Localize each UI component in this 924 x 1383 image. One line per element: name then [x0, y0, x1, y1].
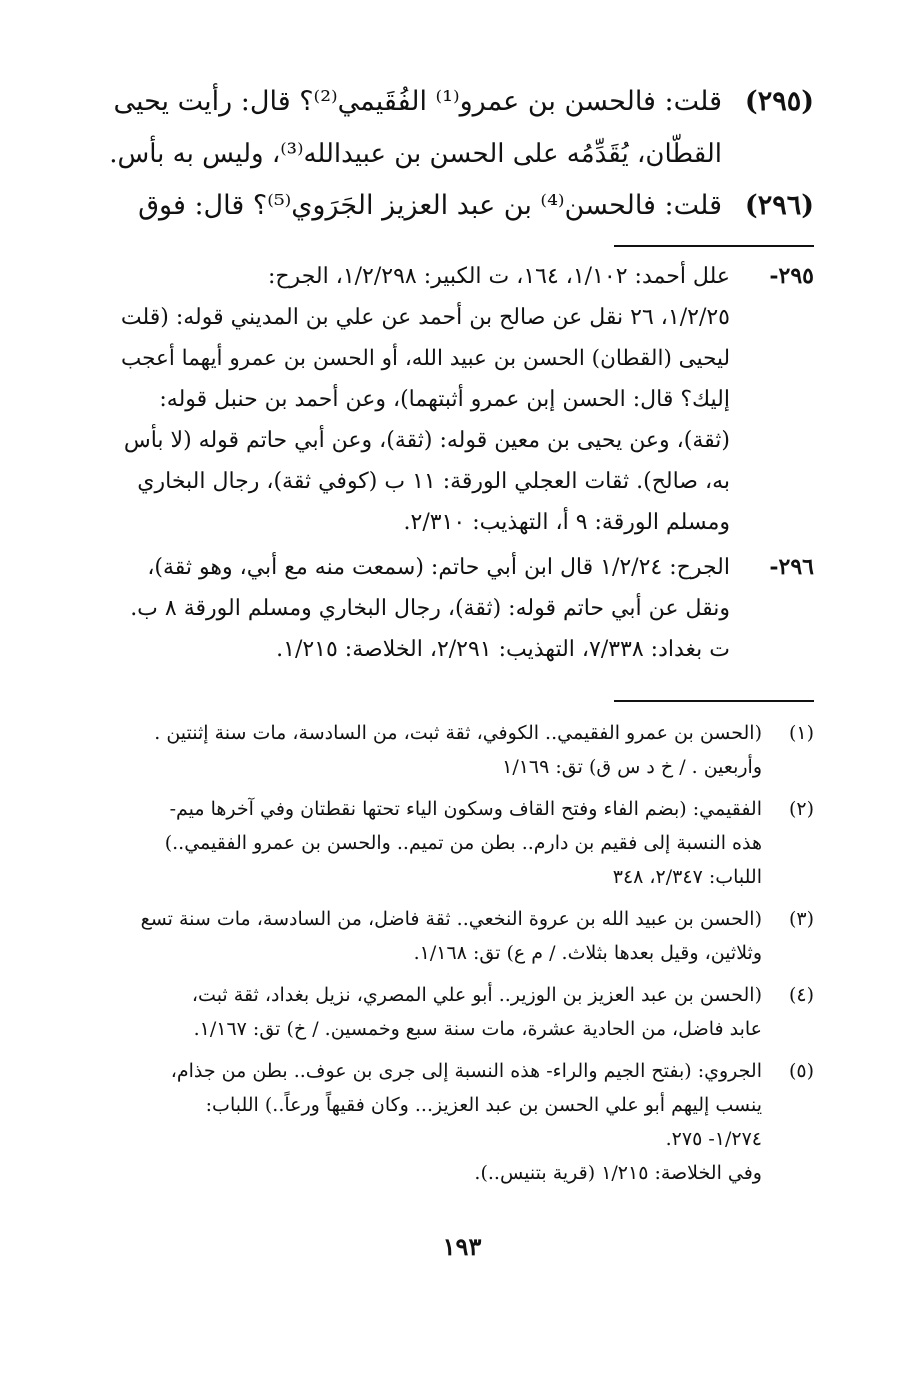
footnote-number: (٥) [788, 1060, 814, 1082]
footnote-line: ينسب إليهم أبو علي الحسن بن عبد العزيز... وكان فقيهاً ورعاً..) اللباب: [205, 1094, 762, 1116]
main-entry-295 [108, 76, 814, 180]
footnotes-block [108, 716, 814, 1198]
commentary-line: ونقل عن أبي حاتم قوله: (ثقة)، رجال البخاري ومسلم الورقة ٨ ب. [130, 596, 730, 621]
footnote-number: (٢) [788, 798, 814, 820]
commentary-number: ٢٩٥- [769, 263, 814, 289]
footnote-4 [108, 978, 814, 1046]
commentary-entry-296 [108, 547, 814, 670]
commentary-block [108, 256, 814, 670]
commentary-line: ليحيى (القطان) الحسن بن عبيد الله، أو الحسن بن عمرو أيهما أعجب [121, 346, 730, 371]
main-line: قلت: فالحسن⁽⁴⁾ بن عبد العزيز الجَرَوي⁽⁵⁾؟ قال: فوق [138, 190, 722, 221]
commentary-number: ٢٩٦- [769, 554, 814, 580]
footnote-line: هذه النسبة إلى فقيم بن دارم.. بطن من تميم.. والحسن بن عمرو الفقيمي..) [164, 832, 762, 854]
footnote-line: اللباب: ٢/٣٤٧، ٣٤٨ [612, 866, 762, 888]
page-number: ١٩٣ [442, 1232, 482, 1261]
main-text-block [108, 76, 814, 232]
commentary-line: ١/٢/٢٥، ٢٦ نقل عن صالح بن أحمد عن علي بن المديني قوله: (قلت [120, 305, 730, 330]
main-line: القطّان، يُقَدِّمُه على الحسن بن عبيدالله⁽³⁾، وليس به بأس. [109, 139, 722, 169]
commentary-line: علل أحمد: ١/١٠٢، ١٦٤، ت الكبير: ١/٢/٢٩٨، الجرح: [267, 264, 730, 289]
commentary-line: به، صالح). ثقات العجلي الورقة: ١١ ب (كوفي ثقة)، رجال البخاري [137, 469, 730, 494]
footnote-5 [108, 1054, 814, 1190]
footnote-line: وأربعين . / خ د س ق) تق: ١/١٦٩ [502, 756, 762, 778]
entry-number: (٢٩٥) [744, 86, 814, 117]
commentary-line: إليك؟ قال: الحسن إبن عمرو أثبتهما)، وعن أحمد بن حنبل قوله: [159, 387, 730, 412]
footnote-number: (٣) [788, 908, 814, 930]
footnote-line: الفقيمي: (بضم الفاء وفتح القاف وسكون الياء تحتها نقطتان وفي آخرها ميم- [169, 798, 762, 820]
main-line: قلت: فالحسن بن عمرو⁽¹⁾ الفُقَيمي⁽²⁾؟ قال: رأيت يحيى [113, 86, 722, 117]
footnote-line: وفي الخلاصة: ١/٢١٥ (قرية بتنيس..). [474, 1162, 762, 1184]
footnote-number: (١) [788, 722, 814, 744]
separator-rule [614, 245, 814, 247]
commentary-entry-295 [108, 256, 814, 543]
footnote-2 [108, 792, 814, 894]
footnote-line: الجروي: (بفتح الجيم والراء- هذه النسبة إلى جرى بن عوف.. بطن من جذام، [170, 1060, 762, 1082]
footnote-line: عابد فاضل، من الحادية عشرة، مات سنة سبع وخمسين. / خ) تق: ١/١٦٧. [193, 1018, 762, 1040]
commentary-line: (ثقة)، وعن يحيى بن معين قوله: (ثقة)، وعن أبي حاتم قوله (لا بأس [123, 428, 730, 453]
commentary-line: ت بغداد: ٧/٣٣٨، التهذيب: ٢/٢٩١، الخلاصة: ١/٢١٥. [276, 637, 730, 662]
commentary-line: الجرح: ١/٢/٢٤ قال ابن أبي حاتم: (سمعت منه مع أبي، وهو ثقة)، [147, 555, 730, 580]
footnote-line: وثلاثين، وقيل بعدها بثلاث. / م ع) تق: ١/١٦٨. [413, 942, 762, 964]
footnote-number: (٤) [788, 984, 814, 1006]
footnote-line: (الحسن بن عبيد الله بن عروة النخعي.. ثقة فاضل، من السادسة، مات سنة تسع [140, 908, 762, 930]
main-entry-296 [108, 180, 814, 232]
footnote-separator-rule [614, 700, 814, 702]
footnote-line: (الحسن بن عمرو الفقيمي.. الكوفي، ثقة ثبت، من السادسة، مات سنة إثنتين . [154, 722, 762, 744]
footnote-line: (الحسن بن عبد العزيز بن الوزير.. أبو علي المصري، نزيل بغداد، ثقة ثبت، [191, 984, 762, 1006]
footnote-3 [108, 902, 814, 970]
footnote-line: ١/٢٧٤- ٢٧٥. [665, 1128, 762, 1150]
footnote-1 [108, 716, 814, 784]
commentary-line: ومسلم الورقة: ٩ أ، التهذيب: ٢/٣١٠. [403, 510, 730, 535]
entry-number: (٢٩٦) [744, 190, 814, 221]
